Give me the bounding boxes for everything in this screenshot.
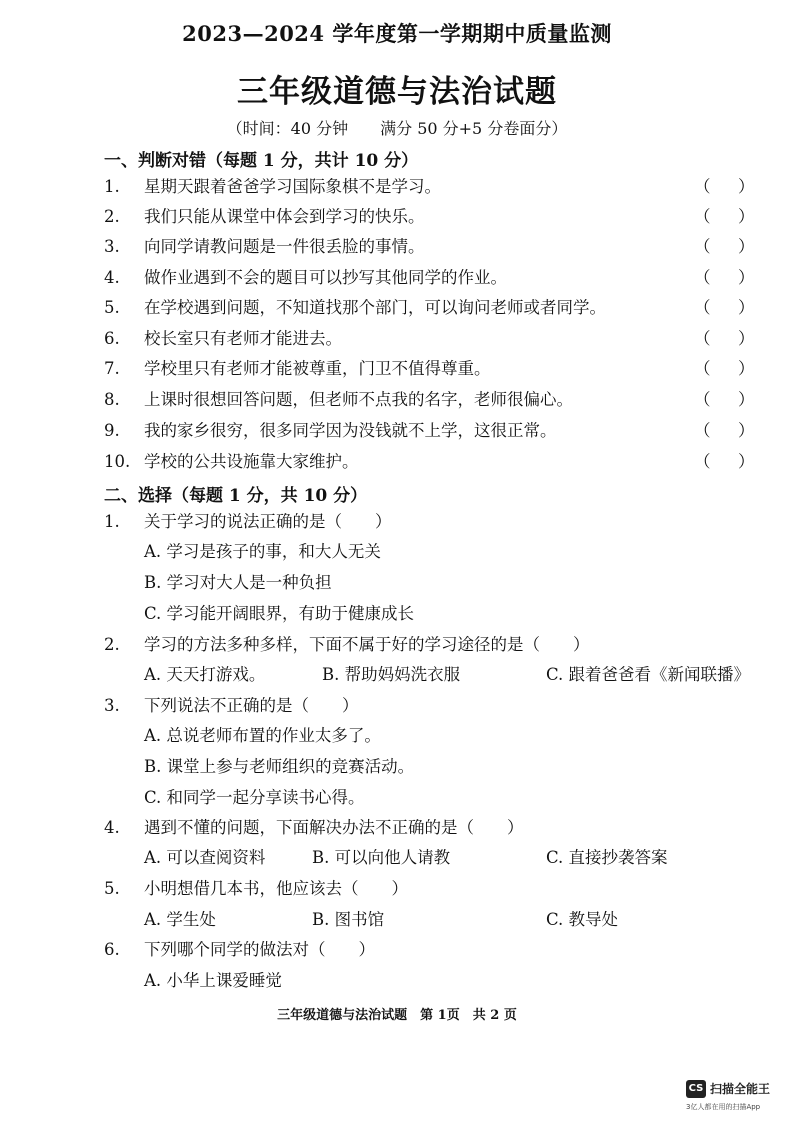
question-text: 上课时很想回答问题，但老师不点我的名字，老师很偏心。 [144,390,573,409]
watermark-app-name: 扫描全能王 [710,1082,771,1096]
question-number: 1. [104,512,120,531]
answer-paren-right: ） [738,329,755,348]
choice-question-1 [104,510,764,534]
question-number: 8. [104,390,120,409]
question-number: 5. [104,879,120,898]
answer-paren-left: （ [694,452,711,471]
q5-option-a: A. 学生处 [144,910,216,929]
answer-paren-left: （ [694,177,711,196]
page-footer: 三年级道德与法治试题 第 1页 共 2 页 [277,1008,517,1023]
answer-paren-left: （ [694,329,711,348]
choice-question-5 [104,877,764,901]
section2-title: 二、选择（每题 1 分，共 10 分） [104,486,368,506]
question-text: 在学校遇到问题，不知道找那个部门，可以询问老师或者同学。 [144,298,606,317]
q4-option-b: B. 可以向他人请教 [312,848,451,867]
question-number: 3. [104,237,120,256]
q2-option-a: A. 天天打游戏。 [144,665,266,684]
question-number: 2. [104,635,120,654]
q6-option-a: A. 小华上课爱睡觉 [144,971,282,990]
choice-question-6 [104,938,764,962]
answer-paren-left: （ [694,207,711,226]
question-text: 下列说法不正确的是（ ） [144,696,359,715]
question-number: 3. [104,696,120,715]
exam-title: 三年级道德与法治试题 [237,74,557,110]
exam-term-heading: 2023—2024 学年度第一学期期中质量监测 [182,21,612,46]
true-false-item [104,419,764,443]
answer-paren-right: ） [738,237,755,256]
question-number: 7. [104,359,120,378]
answer-paren-left: （ [694,421,711,440]
question-text: 星期天跟着爸爸学习国际象棋不是学习。 [144,177,441,196]
choice-question-2 [104,633,764,657]
question-text: 做作业遇到不会的题目可以抄写其他同学的作业。 [144,268,507,287]
q5-option-c: C. 教导处 [546,910,619,929]
camscanner-logo-icon: CS [686,1080,706,1098]
q4-option-a: A. 可以查阅资料 [144,848,266,867]
true-false-item [104,296,764,320]
answer-paren-right: ） [738,359,755,378]
question-text: 我的家乡很穷，很多同学因为没钱就不上学，这很正常。 [144,421,557,440]
question-number: 5. [104,298,120,317]
question-text: 下列哪个同学的做法对（ ） [144,940,375,959]
question-text: 校长室只有老师才能进去。 [144,329,342,348]
q1-option-c: C. 学习能开阔眼界，有助于健康成长 [144,604,415,623]
true-false-item [104,450,764,474]
q5-option-b: B. 图书馆 [312,910,385,929]
question-text: 向同学请教问题是一件很丢脸的事情。 [144,237,425,256]
question-text: 学习的方法多种多样，下面不属于好的学习途径的是（ ） [144,635,590,654]
question-number: 9. [104,421,120,440]
true-false-item [104,327,764,351]
question-text: 关于学习的说法正确的是（ ） [144,512,392,531]
q2-option-b: B. 帮助妈妈洗衣服 [322,665,461,684]
answer-paren-left: （ [694,390,711,409]
scanner-watermark [686,1078,794,1118]
exam-time-and-score: （时间：40 分钟 满分 50 分+5 分卷面分） [226,119,568,138]
question-number: 1. [104,177,120,196]
section1-title: 一、判断对错（每题 1 分，共计 10 分） [104,151,419,171]
q3-option-b: B. 课堂上参与老师组织的竞赛活动。 [144,757,415,776]
true-false-item [104,235,764,259]
answer-paren-right: ） [738,390,755,409]
true-false-item [104,175,764,199]
answer-paren-right: ） [738,177,755,196]
question-text: 我们只能从课堂中体会到学习的快乐。 [144,207,425,226]
true-false-item [104,205,764,229]
question-number: 4. [104,268,120,287]
question-number: 2. [104,207,120,226]
question-number: 6. [104,329,120,348]
answer-paren-left: （ [694,237,711,256]
answer-paren-right: ） [738,452,755,471]
q1-option-a: A. 学习是孩子的事，和大人无关 [144,542,381,561]
question-number: 4. [104,818,120,837]
q1-option-b: B. 学习对大人是一种负担 [144,573,332,592]
answer-paren-right: ） [738,268,755,287]
watermark-tagline: 3亿人都在用的扫描App [686,1103,761,1111]
q2-option-c: C. 跟着爸爸看《新闻联播》 [546,665,751,684]
question-text: 遇到不懂的问题，下面解决办法不正确的是（ ） [144,818,524,837]
question-text: 学校的公共设施靠大家维护。 [144,452,359,471]
question-text: 小明想借几本书，他应该去（ ） [144,879,408,898]
true-false-item [104,388,764,412]
answer-paren-left: （ [694,268,711,287]
question-number: 10. [104,452,131,471]
answer-paren-left: （ [694,298,711,317]
answer-paren-right: ） [738,421,755,440]
true-false-item [104,357,764,381]
answer-paren-right: ） [738,207,755,226]
choice-question-4 [104,816,764,840]
question-number: 6. [104,940,120,959]
q3-option-c: C. 和同学一起分享读书心得。 [144,788,365,807]
q4-option-c: C. 直接抄袭答案 [546,848,668,867]
choice-question-3 [104,694,764,718]
answer-paren-right: ） [738,298,755,317]
answer-paren-left: （ [694,359,711,378]
q3-option-a: A. 总说老师布置的作业太多了。 [144,726,381,745]
true-false-item [104,266,764,290]
question-text: 学校里只有老师才能被尊重，门卫不值得尊重。 [144,359,491,378]
